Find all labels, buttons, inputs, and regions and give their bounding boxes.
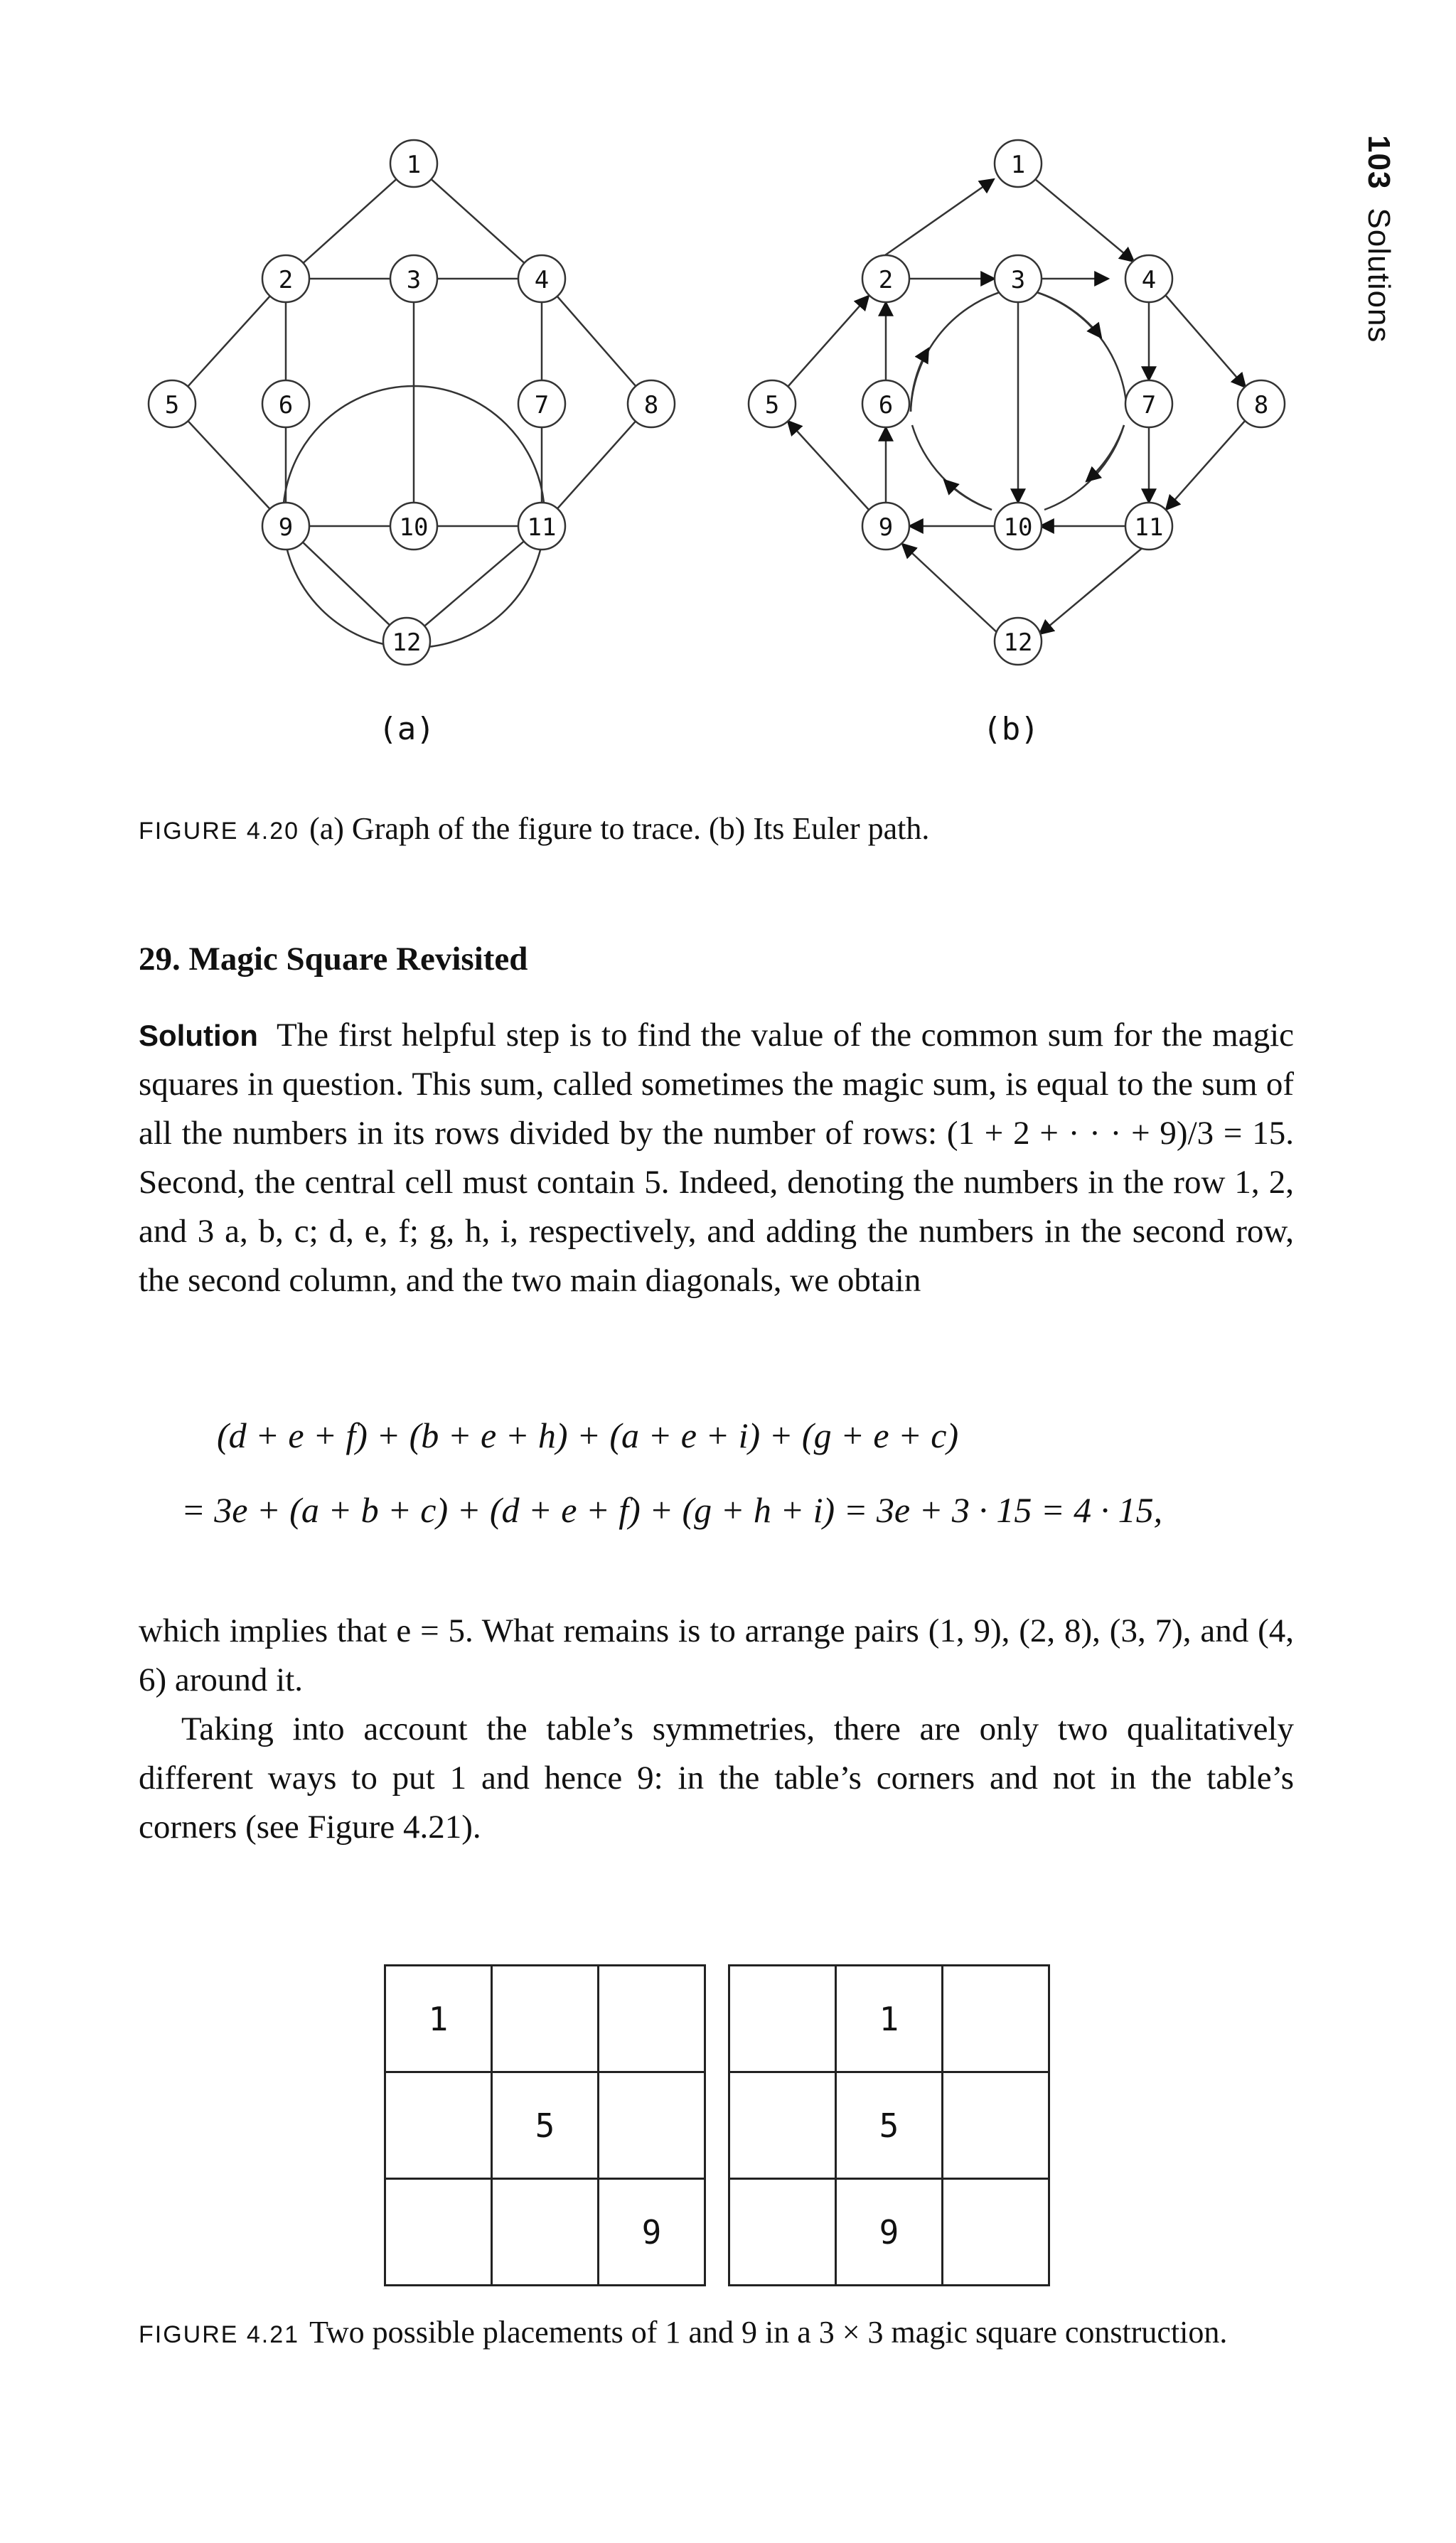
- graph-b-nodes: [749, 140, 1285, 665]
- paragraph-3: Taking into account the table’s symmetries, there are only two qualitatively different ways to put 1 and hence 9: in the table’s corners and not in the table’s corners (see Figure 4.21).: [139, 1710, 1294, 1846]
- solution-paragraph: [139, 1011, 1294, 1305]
- figure-4-20-caption: [139, 810, 929, 847]
- figure-4-21-caption: [139, 2314, 1227, 2350]
- graph-b-label-11: 11: [1134, 513, 1164, 542]
- grid-left-cell: [599, 1966, 705, 2072]
- paragraph-2: which implies that e = 5. What remains is to arrange pairs (1, 9), (2, 8), (3, 7), and (4, 6) around it.: [139, 1612, 1294, 1698]
- equation-line-1: (d + e + f) + (b + e + h) + (a + e + i) + (g + e + c): [217, 1415, 959, 1455]
- grid-left-cell: [385, 2072, 492, 2179]
- grid-right-cell: [943, 2179, 1049, 2286]
- grid-left-cell: 5: [492, 2072, 599, 2179]
- section-title: 29. Magic Square Revisited: [139, 941, 528, 978]
- graph-a: [172, 164, 651, 648]
- panel-b-label: (b): [983, 711, 1039, 747]
- graph-b-label-5: 5: [764, 391, 780, 419]
- grid-right-cell: 1: [836, 1966, 943, 2072]
- graph-a-label-1: 1: [406, 151, 422, 179]
- grid-left-cell: 1: [385, 1966, 492, 2072]
- panel-a-label: (a): [378, 711, 435, 747]
- grid-left-cell: [385, 2179, 492, 2286]
- graph-a-label-11: 11: [527, 513, 557, 542]
- graph-a-label-2: 2: [278, 266, 294, 294]
- graph-a-label-6: 6: [278, 391, 294, 419]
- graph-a-label-5: 5: [164, 391, 180, 419]
- figure-4-20-graphs: [142, 135, 1365, 775]
- grid-left-cell: [492, 1966, 599, 2072]
- graph-a-label-9: 9: [278, 513, 294, 542]
- graph-b-label-4: 4: [1141, 266, 1157, 294]
- graph-a-label-3: 3: [406, 266, 422, 294]
- graph-b-label-10: 10: [1003, 513, 1033, 542]
- graph-b-label-3: 3: [1010, 266, 1026, 294]
- grid-right-cell: 9: [836, 2179, 943, 2286]
- page-number: 103: [1361, 135, 1396, 190]
- grid-right-cell: 5: [836, 2072, 943, 2179]
- graph-b-label-6: 6: [878, 391, 894, 419]
- graph-a-label-4: 4: [534, 266, 550, 294]
- graph-a-label-7: 7: [534, 391, 550, 419]
- graph-a-label-12: 12: [392, 628, 422, 657]
- graph-b-label-8: 8: [1253, 391, 1269, 419]
- equation-line-2: = 3e + (a + b + c) + (d + e + f) + (g + h + i) = 3e + 3 · 15 = 4 · 15,: [181, 1490, 1163, 1530]
- grid-right-cell: [729, 2179, 836, 2286]
- grid-right-cell: [943, 2072, 1049, 2179]
- graph-b-label-7: 7: [1141, 391, 1157, 419]
- solution-paragraph-text: The first helpful step is to find the value of the common sum for the magic squares in question. This sum, called sometimes the magic sum, is equal to the sum of all the numbers in its rows divided by the number of rows: (1 + 2 + · · · + 9)/3 = 15. Second, the central cell must contain 5. Indeed, denoting the numbers in the row 1, 2, and 3 a, b, c; d, e, f; g, h, i, respectively, and adding the numbers in the second row, the second column, and the two main diagonals, we obtain: [139, 1017, 1294, 1299]
- graph-a-label-8: 8: [643, 391, 659, 419]
- solution-lead: Solution: [139, 1019, 258, 1052]
- graph-b-label-2: 2: [878, 266, 894, 294]
- figure-4-20-caption-text: (a) Graph of the figure to trace. (b) Its Euler path.: [309, 811, 930, 846]
- graph-a-nodes: [149, 140, 675, 665]
- grid-left-cell: [492, 2179, 599, 2286]
- graph-b-label-1: 1: [1010, 151, 1026, 179]
- figure-4-20-caption-label: FIGURE 4.20: [139, 818, 300, 845]
- grid-right-cell: [729, 2072, 836, 2179]
- grid-left-cell: 9: [599, 2179, 705, 2286]
- graph-b-label-12: 12: [1003, 628, 1033, 657]
- figure-4-21-caption-text: Two possible placements of 1 and 9 in a 3 × 3 magic square construction.: [309, 2315, 1228, 2350]
- graph-a-label-10: 10: [399, 513, 429, 542]
- grid-right-cell: [729, 1966, 836, 2072]
- magic-grid-right: [728, 1964, 1050, 2286]
- graph-b: [788, 179, 1246, 634]
- running-head-section: Solutions: [1361, 208, 1396, 343]
- figure-4-21-caption-label: FIGURE 4.21: [139, 2321, 300, 2348]
- grid-right-cell: [943, 1966, 1049, 2072]
- graph-b-label-9: 9: [878, 513, 894, 542]
- grid-left-cell: [599, 2072, 705, 2179]
- magic-grid-left: [384, 1964, 706, 2286]
